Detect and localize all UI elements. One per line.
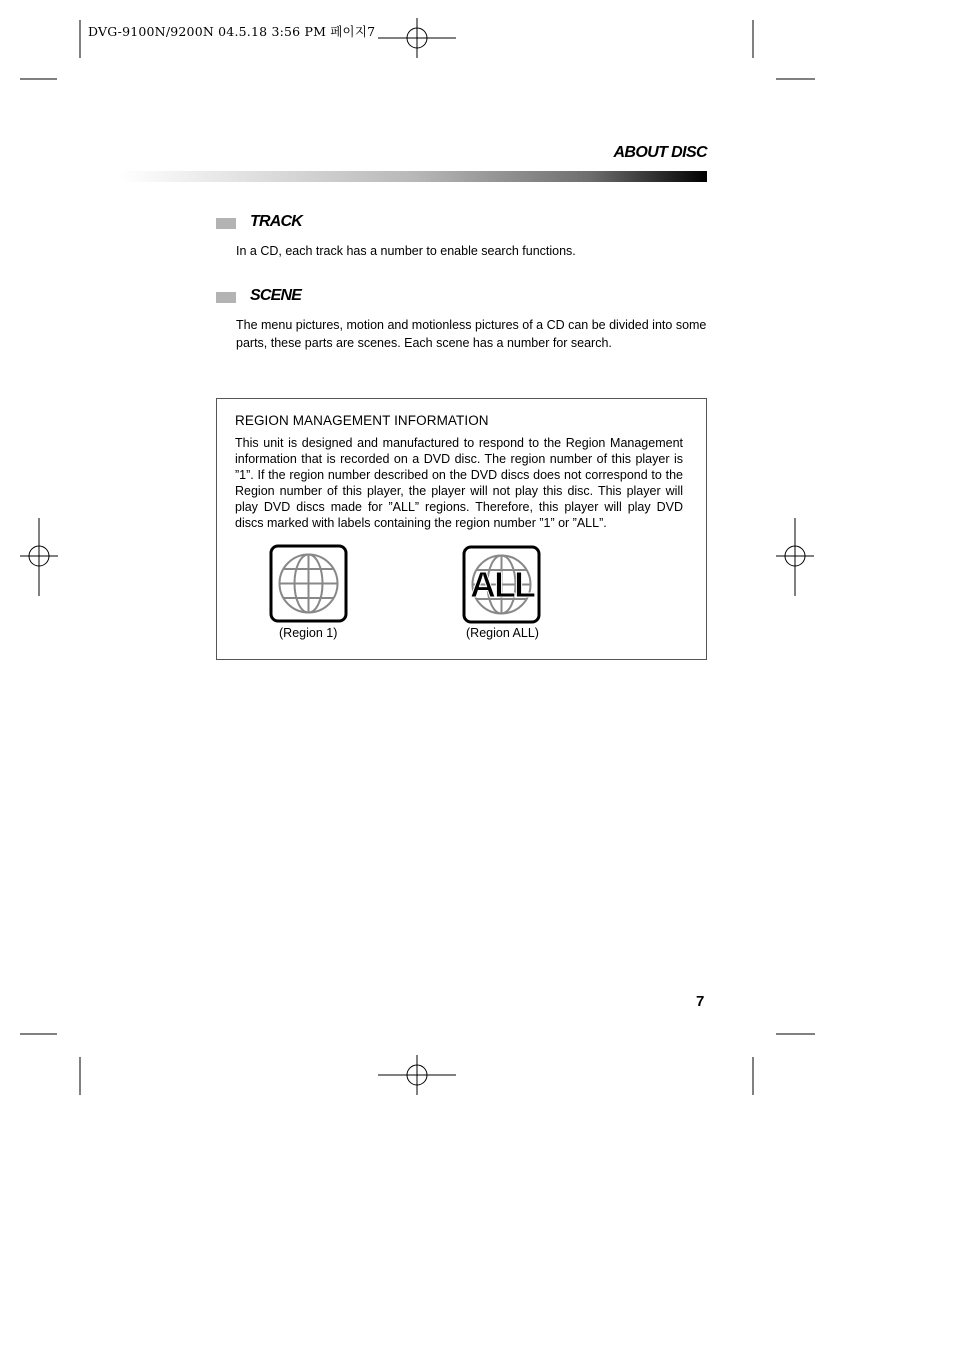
registration-mark-top (378, 18, 456, 58)
page-number: 7 (696, 993, 705, 1010)
section-title-scene: SCENE (250, 287, 302, 304)
region-info-heading: REGION MANAGEMENT INFORMATION (235, 413, 489, 428)
section-marker-track (216, 218, 236, 229)
region-1-globe-icon (269, 544, 348, 623)
section-marker-scene (216, 292, 236, 303)
print-slug: DVG-9100N/9200N 04.5.18 3:56 PM 페이지7 (88, 24, 376, 39)
header-gradient-bar (120, 171, 707, 182)
region-all-caption: (Region ALL) (466, 626, 539, 640)
section-text-scene: The menu pictures, motion and motionless pictures of a CD can be divided into some parts, these parts are scenes. Each scene has a number for search. (236, 318, 707, 350)
region-info-text: This unit is designed and manufactured to respond to the Region Management information that is recorded on a DVD disc. The region number of this player is ”1”. If the region number described on the DVD discs does not correspond to the Region number of this player, the player will not play this disc. This player will play DVD discs made for ”ALL” regions. Therefore, this player will play DVD discs marked with labels containing the region number ”1” or ”ALL”. (235, 436, 683, 530)
registration-mark-left (20, 518, 58, 596)
region-1-caption: (Region 1) (279, 626, 338, 640)
region-all-globe-icon (462, 545, 541, 624)
registration-mark-bottom (378, 1055, 456, 1095)
section-title-track: TRACK (250, 213, 302, 230)
section-text-track: In a CD, each track has a number to enable search functions. (236, 244, 576, 258)
region-all-label: ALL (470, 564, 534, 605)
registration-mark-right (776, 518, 814, 596)
page-header-title: ABOUT DISC (613, 144, 707, 161)
